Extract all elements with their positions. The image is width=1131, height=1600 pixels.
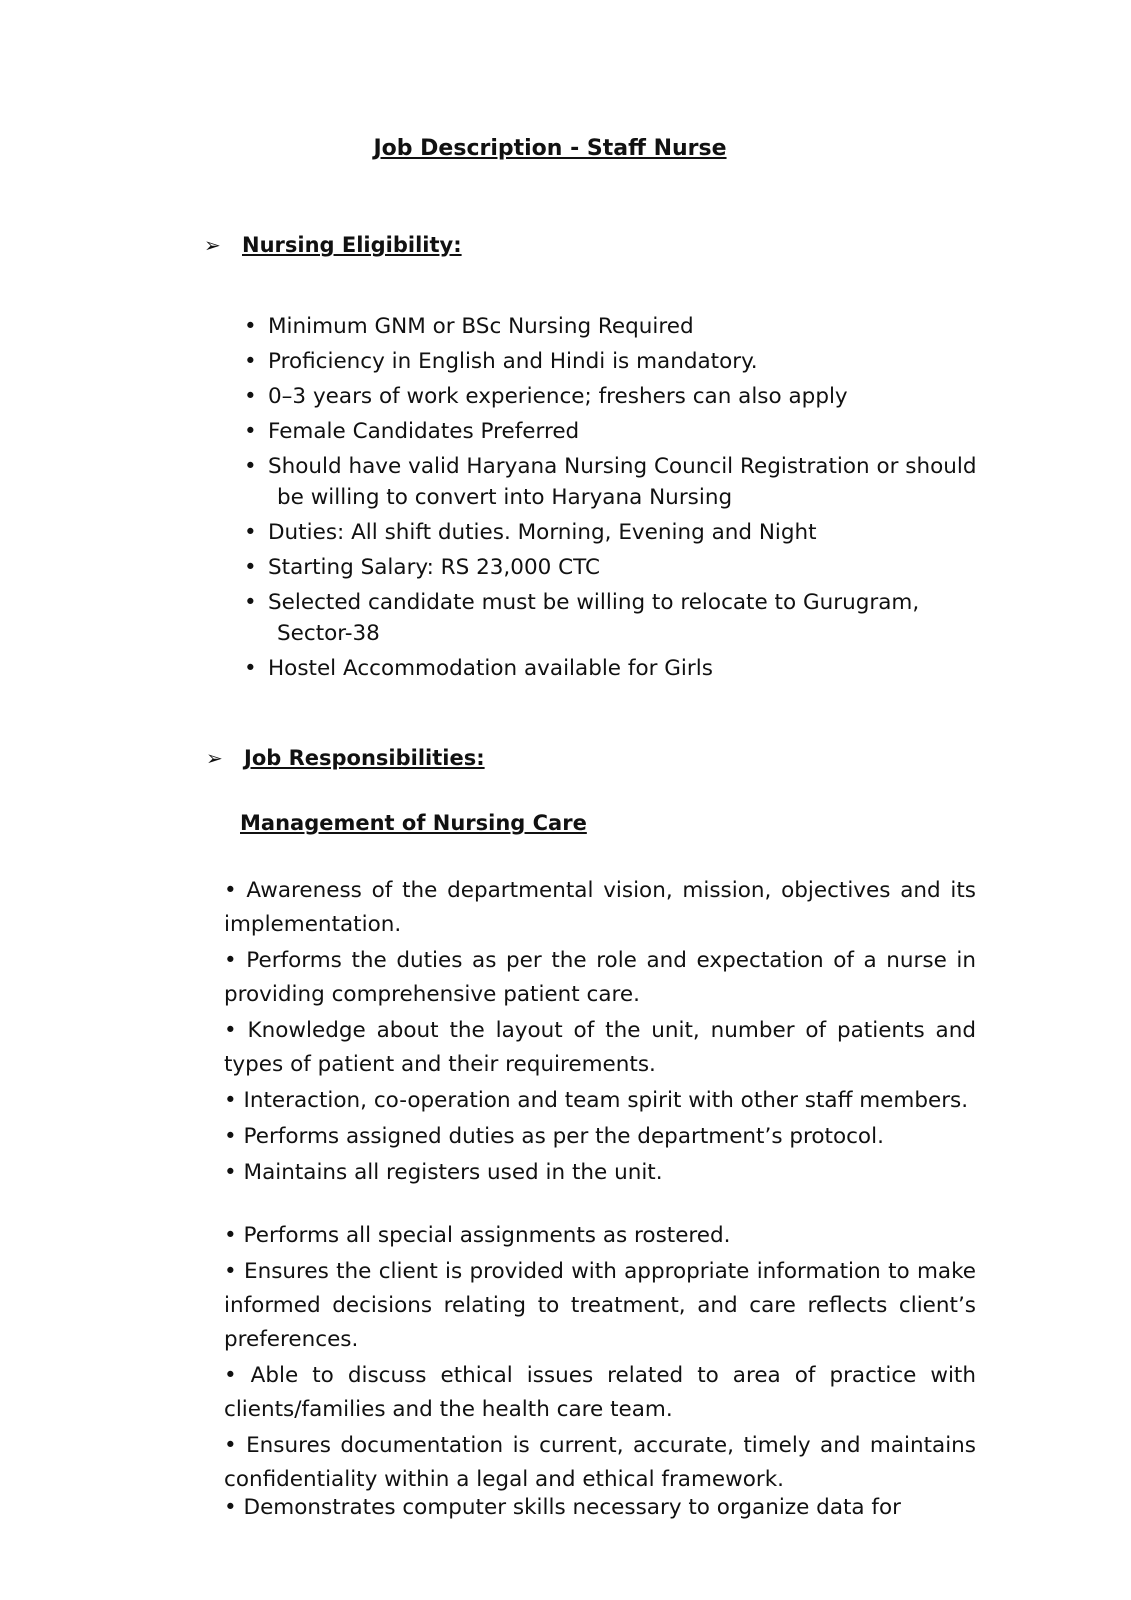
list-item: • Awareness of the departmental vision, mission, objectives and its implementation. [224, 878, 976, 937]
bullet-icon: • [244, 555, 257, 580]
document-title: Job Description - Staff Nurse [373, 136, 727, 161]
eligibility-list [240, 311, 1000, 688]
bullet-icon: • [244, 656, 257, 681]
bullet-icon: • [244, 520, 257, 545]
responsibilities-heading [206, 746, 485, 770]
bullet-icon: • [244, 384, 257, 409]
list-item: • Duties: All shift duties. Morning, Evening and Night [240, 517, 1000, 548]
list-item: • Maintains all registers used in the unit. [224, 1160, 663, 1185]
list-item: • Should have valid Haryana Nursing Council Registration or should be willing to convert into Haryana Nursing [240, 451, 1000, 513]
list-item: • Female Candidates Preferred [240, 416, 1000, 447]
list-item: • Starting Salary: RS 23,000 CTC [240, 552, 1000, 583]
list-item: • Selected candidate must be willing to relocate to Gurugram, Sector-38 [240, 587, 1000, 649]
list-item: • Hostel Accommodation available for Girls [240, 653, 1000, 684]
list-item: • Performs the duties as per the role and expectation of a nurse in providing comprehensive patient care. [224, 948, 976, 1007]
bullet-icon: • [244, 419, 257, 444]
list-item: • Demonstrates computer skills necessary to organize data for [224, 1495, 901, 1520]
responsibilities-list-b [224, 1219, 976, 1527]
responsibilities-list-a [224, 874, 976, 1192]
list-item: • Knowledge about the layout of the unit, number of patients and types of patient and their requirements. [224, 1018, 976, 1077]
list-item: • Interaction, co-operation and team spirit with other staff members. [224, 1088, 969, 1113]
list-item: • Ensures documentation is current, accurate, timely and maintains confidentiality within a legal and ethical framework. [224, 1433, 976, 1492]
list-item: • Proficiency in English and Hindi is mandatory. [240, 346, 1000, 377]
eligibility-heading-text: Nursing Eligibility: [242, 233, 462, 257]
arrow-bullet-icon: ➢ [204, 233, 221, 257]
eligibility-heading [204, 233, 462, 257]
bullet-icon: • [244, 454, 257, 479]
list-item: • 0–3 years of work experience; freshers can also apply [240, 381, 1000, 412]
bullet-icon: • [244, 590, 257, 615]
list-item: • Ensures the client is provided with appropriate information to make informed decisions relating to treatment, and care reflects client’s preferences. [224, 1259, 976, 1352]
bullet-icon: • [244, 314, 257, 339]
arrow-bullet-icon: ➢ [206, 746, 223, 770]
list-item: • Performs all special assignments as rostered. [224, 1223, 731, 1248]
list-item: • Minimum GNM or BSc Nursing Required [240, 311, 1000, 342]
list-item: • Able to discuss ethical issues related to area of practice with clients/families and the health care team. [224, 1363, 976, 1422]
responsibilities-heading-text: Job Responsibilities: [244, 746, 485, 770]
management-subheading: Management of Nursing Care [240, 811, 587, 835]
bullet-icon: • [244, 349, 257, 374]
list-item: • Performs assigned duties as per the department’s protocol. [224, 1124, 884, 1149]
